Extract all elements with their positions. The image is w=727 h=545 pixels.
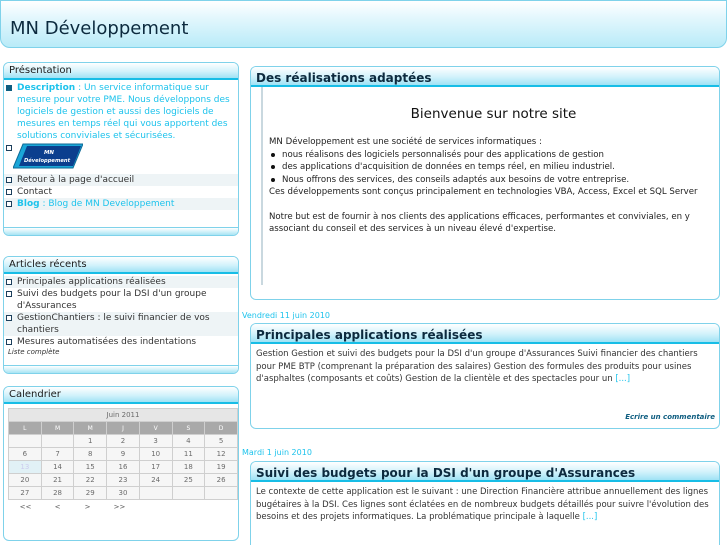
calendar-day: 12 xyxy=(205,448,238,461)
welcome-tech: Ces développements sont conçus principalement en technologies VBA, Access, Excel et SQL Server xyxy=(269,187,698,197)
calendar-day: 9 xyxy=(107,448,140,461)
calendar-next-year[interactable]: >> xyxy=(113,502,126,511)
welcome-bullet: nous réalisons des logiciels personnalisés pour des applications de gestion xyxy=(269,149,718,162)
welcome-header: Des réalisations adaptées xyxy=(251,67,719,87)
calendar-day: 14 xyxy=(41,461,74,474)
calendar-day: 26 xyxy=(205,474,238,487)
calendar-day: 18 xyxy=(172,461,205,474)
calendar-day: 8 xyxy=(74,448,107,461)
calendar-day xyxy=(172,487,205,500)
calendar-day-header: M xyxy=(41,422,74,435)
calendar-month: Juin 2011 xyxy=(9,409,238,422)
calendar-day: 6 xyxy=(9,448,42,461)
description-text: : Un service informatique sur mesure pour votre PME. Nous développons des logiciels de gestion et aussi des logiciels de mesures en temps réel qui vous apportent des solutions conviviales et sécurisées. xyxy=(17,83,230,141)
calendar-day: 22 xyxy=(74,474,107,487)
welcome-content xyxy=(261,87,718,285)
calendar-title: Calendrier xyxy=(4,387,238,404)
calendar-day xyxy=(41,435,74,448)
description-item xyxy=(4,82,238,142)
welcome-text xyxy=(269,136,718,236)
post-excerpt xyxy=(251,482,719,524)
calendar-next-month[interactable]: > xyxy=(84,502,91,511)
calendar-day-header: L xyxy=(9,422,42,435)
calendar-widget xyxy=(3,386,239,541)
calendar-day: 24 xyxy=(139,474,172,487)
welcome-title: Bienvenue sur notre site xyxy=(410,106,577,122)
calendar-day: 25 xyxy=(172,474,205,487)
contact-link-label[interactable]: Contact xyxy=(17,187,53,197)
read-more-link[interactable]: [...] xyxy=(582,512,598,522)
blog-link[interactable] xyxy=(4,198,238,210)
recent-articles-footer xyxy=(4,365,238,373)
recent-articles-widget xyxy=(3,256,239,374)
calendar-prev-year[interactable]: << xyxy=(19,502,32,511)
calendar-day: 27 xyxy=(9,487,42,500)
welcome-bullet: Nous offrons des services, des conseils adaptés aux besoins de votre entreprise. xyxy=(269,174,718,187)
post-date: Vendredi 11 juin 2010 xyxy=(242,311,331,320)
welcome-goal: Notre but est de fournir à nos clients des applications efficaces, performantes et conviviales, en y associant du conseil et des services à un niveau élevé d'expertise. xyxy=(269,211,690,234)
calendar-day: 28 xyxy=(41,487,74,500)
calendar-day: 30 xyxy=(107,487,140,500)
contact-link[interactable] xyxy=(4,186,238,198)
calendar-day: 3 xyxy=(139,435,172,448)
welcome-bullet: des applications d'acquisition de données en temps réel, en milieu industriel. xyxy=(269,161,718,174)
calendar-day: 11 xyxy=(172,448,205,461)
presentation-widget-footer xyxy=(4,227,238,235)
recent-article-item[interactable]: Principales applications réalisées xyxy=(4,276,238,288)
blog-text[interactable]: : Blog de MN Developpement xyxy=(39,199,175,209)
site-title[interactable]: MN Développement xyxy=(10,18,189,39)
calendar-day: 20 xyxy=(9,474,42,487)
post-excerpt xyxy=(251,344,719,386)
post-title[interactable]: Principales applications réalisées xyxy=(251,324,719,344)
recent-articles-title: Articles récents xyxy=(4,257,238,274)
calendar-day-header: M xyxy=(74,422,107,435)
calendar-day xyxy=(205,487,238,500)
calendar-day-header: S xyxy=(172,422,205,435)
calendar-day: 19 xyxy=(205,461,238,474)
recent-article-item[interactable]: Suivi des budgets pour la DSI d'un groupe d'Assurances xyxy=(4,288,238,312)
presentation-widget xyxy=(3,62,239,236)
calendar-day-today: 13 xyxy=(9,461,42,474)
post-card xyxy=(250,323,720,429)
calendar-day: 4 xyxy=(172,435,205,448)
calendar-day: 21 xyxy=(41,474,74,487)
calendar-day: 2 xyxy=(107,435,140,448)
calendar-day: 29 xyxy=(74,487,107,500)
recent-article-item[interactable]: Mesures automatisées des indentations xyxy=(4,336,238,348)
welcome-intro: MN Développement est une société de services informatiques : xyxy=(269,137,542,147)
calendar-day-header: J xyxy=(107,422,140,435)
post-excerpt-text: Le contexte de cette application est le suivant : une Direction Financière attribue annuellement des lignes bugétaires à la DSI. Ces lignes sont éclatées en de nombreux budgets détaillés pour suivre l'évolution des besoins et des projets informatiques. La problématique principale à laquelle xyxy=(256,487,709,522)
calendar-day-header: V xyxy=(139,422,172,435)
presentation-widget-title: Présentation xyxy=(4,63,238,80)
calendar-prev-month[interactable]: < xyxy=(54,502,61,511)
calendar-day xyxy=(9,435,42,448)
welcome-panel xyxy=(250,66,720,300)
description-label: Description xyxy=(17,83,76,93)
write-comment-link[interactable]: Ecrire un commentaire xyxy=(625,413,715,421)
calendar-day: 23 xyxy=(107,474,140,487)
home-link-label[interactable]: Retour à la page d'accueil xyxy=(17,175,135,185)
calendar-day: 1 xyxy=(74,435,107,448)
full-list-link[interactable]: Liste complète xyxy=(8,348,60,356)
calendar-nav xyxy=(9,500,238,514)
post-date: Mardi 1 juin 2010 xyxy=(242,448,312,457)
calendar-day: 16 xyxy=(107,461,140,474)
mn-developpement-logo[interactable] xyxy=(13,142,83,170)
post-card xyxy=(250,461,720,545)
home-link[interactable] xyxy=(4,174,238,186)
calendar-day xyxy=(139,487,172,500)
welcome-bullets xyxy=(269,149,718,187)
calendar-day: 7 xyxy=(41,448,74,461)
blog-label[interactable]: Blog xyxy=(17,199,40,209)
recent-articles-list xyxy=(4,276,238,348)
presentation-list xyxy=(4,82,238,210)
logo-item xyxy=(4,142,238,168)
calendar-table xyxy=(8,408,238,514)
calendar-day: 10 xyxy=(139,448,172,461)
logo-line1: MN xyxy=(43,150,55,156)
post-title[interactable]: Suivi des budgets pour la DSI d'un groupe d'Assurances xyxy=(251,462,719,482)
recent-article-item[interactable]: GestionChantiers : le suivi financier de vos chantiers xyxy=(4,312,238,336)
calendar-day: 17 xyxy=(139,461,172,474)
read-more-link[interactable]: [...] xyxy=(615,374,631,384)
calendar-day: 15 xyxy=(74,461,107,474)
calendar-day: 5 xyxy=(205,435,238,448)
post-excerpt-text: Gestion Gestion et suivi des budgets pour la DSI d'un groupe d'Assurances Suivi financier des chantiers pour PME BTP (comprenant la préparation des salaires) Gestion des formules des produits pour usines d'asphaltes (composants et coûts) Gestion de la clientèle et des spectacles pour un xyxy=(256,349,698,384)
calendar-day-header: D xyxy=(205,422,238,435)
site-header xyxy=(0,0,727,48)
logo-line2: Développement xyxy=(23,158,71,164)
